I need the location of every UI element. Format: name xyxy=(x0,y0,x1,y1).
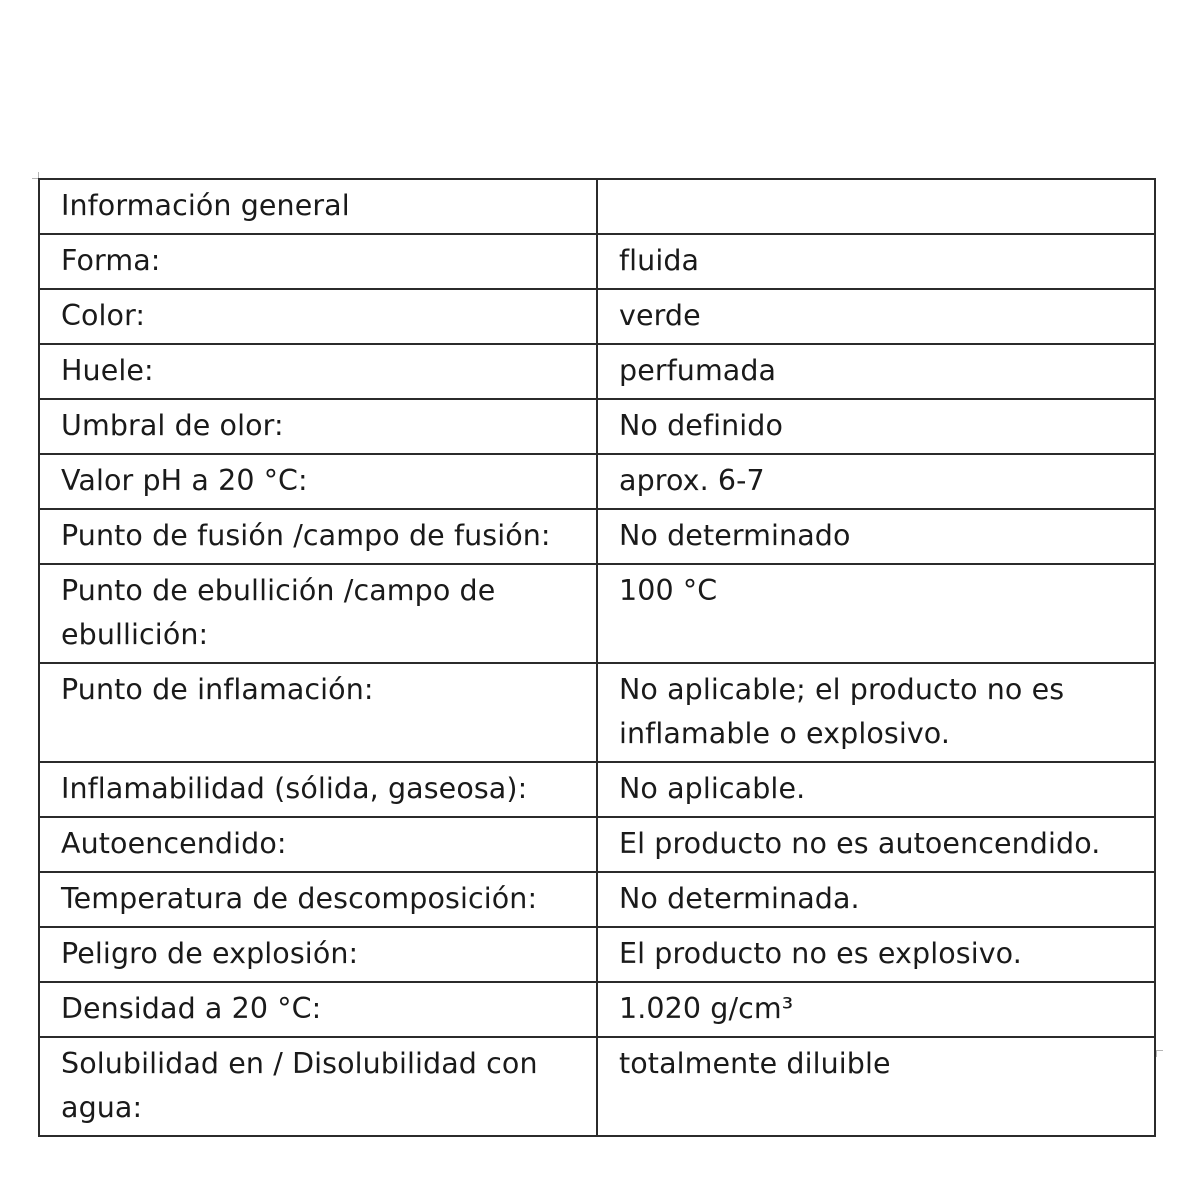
table-row xyxy=(39,179,1155,234)
property-cell: Punto de inflamación: xyxy=(39,663,597,762)
value-cell: No definido xyxy=(597,399,1155,454)
property-cell: Punto de ebullición /campo de ebullición: xyxy=(39,564,597,663)
property-cell: Densidad a 20 °C: xyxy=(39,982,597,1037)
value-cell: No aplicable; el producto no es inflamable o explosivo. xyxy=(597,663,1155,762)
table-row xyxy=(39,399,1155,454)
table-row xyxy=(39,982,1155,1037)
property-cell: Umbral de olor: xyxy=(39,399,597,454)
value-cell: fluida xyxy=(597,234,1155,289)
table-row xyxy=(39,872,1155,927)
table-row xyxy=(39,927,1155,982)
value-cell: El producto no es autoencendido. xyxy=(597,817,1155,872)
table-row xyxy=(39,344,1155,399)
property-cell: Forma: xyxy=(39,234,597,289)
value-cell: 100 °C xyxy=(597,564,1155,663)
table-row xyxy=(39,289,1155,344)
value-cell: perfumada xyxy=(597,344,1155,399)
table-row xyxy=(39,454,1155,509)
table-row xyxy=(39,564,1155,663)
value-cell: 1.020 g/cm³ xyxy=(597,982,1155,1037)
property-cell: Inflamabilidad (sólida, gaseosa): xyxy=(39,762,597,817)
property-cell: Temperatura de descomposición: xyxy=(39,872,597,927)
value-cell: No aplicable. xyxy=(597,762,1155,817)
table-row xyxy=(39,817,1155,872)
property-cell: Solubilidad en / Disolubilidad con agua: xyxy=(39,1037,597,1136)
value-cell: No determinado xyxy=(597,509,1155,564)
property-cell: Valor pH a 20 °C: xyxy=(39,454,597,509)
table-row xyxy=(39,762,1155,817)
table-row xyxy=(39,1037,1155,1136)
property-cell: Peligro de explosión: xyxy=(39,927,597,982)
value-cell xyxy=(597,179,1155,234)
value-cell: aprox. 6-7 xyxy=(597,454,1155,509)
value-cell: No determinada. xyxy=(597,872,1155,927)
property-cell: Autoencendido: xyxy=(39,817,597,872)
value-cell: totalmente diluible xyxy=(597,1037,1155,1136)
value-cell: verde xyxy=(597,289,1155,344)
property-cell: Huele: xyxy=(39,344,597,399)
table-row xyxy=(39,663,1155,762)
value-cell: El producto no es explosivo. xyxy=(597,927,1155,982)
table-row xyxy=(39,509,1155,564)
page-corner-mark-bottom-right xyxy=(1156,1050,1163,1057)
property-cell: Color: xyxy=(39,289,597,344)
properties-table xyxy=(38,178,1156,1137)
table-row xyxy=(39,234,1155,289)
property-cell: Información general xyxy=(39,179,597,234)
property-cell: Punto de fusión /campo de fusión: xyxy=(39,509,597,564)
